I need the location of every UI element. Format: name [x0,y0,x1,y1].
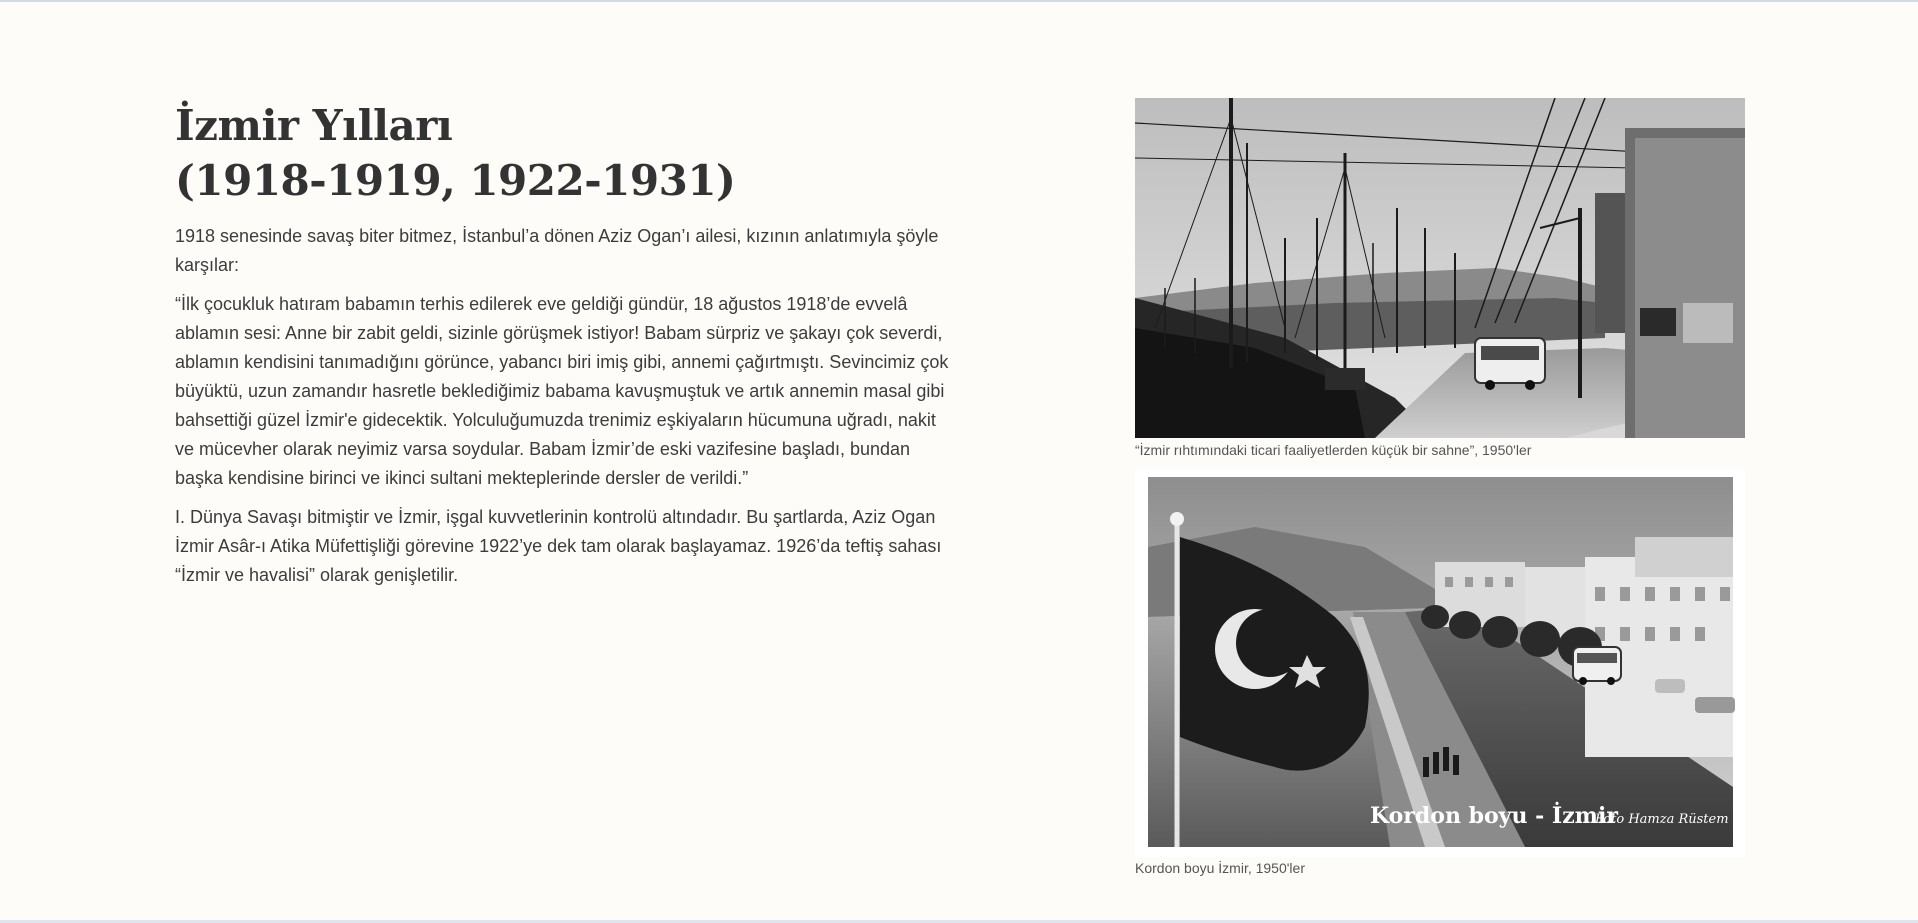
harbor-photo [1135,98,1745,438]
top-divider [0,0,1918,2]
title-line-1: İzmir Yılları [175,101,453,150]
page-title [175,98,950,208]
article [175,98,950,600]
postcard-overlay-text: Kordon boyu - İzmir [1370,803,1618,829]
kordon-photo-caption: Kordon boyu İzmir, 1950'ler [1135,860,1305,876]
postcard-signature: Foto Hamza Rüstem [1595,812,1729,827]
quote-paragraph: “İlk çocukluk hatıram babamın terhis edilerek eve geldiği gündür, 18 ağustos 1918’de evvelâ ablamın sesi: Anne bir zabit geldi, sizinle görüşmek istiyor! Babam sürpriz ve şakayı çok severdi, ablamın kendisini tanımadığını görünce, yabancı biri imiş gibi, annemi çağırtmıştı. Sevincimiz çok büyüktü, uzun zamandır hasretle beklediğimiz babama kavuşmuştuk ve artık annemin masal gibi bahsettiği güzel İzmir'e gidecektik. Yolculuğumuzda trenimiz eşkiyaların hücumuna uğradı, nakit ve mücevher olarak neyimiz varsa soydular. Babam İzmir’de eski vazifesine başladı, bundan başka kendisine birinci ve ikinci sultani mekteplerinde dersler de verildi.” [175,294,949,488]
harbor-photo-image [1135,98,1745,438]
intro-paragraph: 1918 senesinde savaş biter bitmez, İstanbul’a dönen Aziz Ogan’ı ailesi, kızının anlatımıyla şöyle karşılar: [175,226,939,275]
title-line-2: (1918-1919, 1922-1931) [175,156,736,205]
kordon-photo [1135,467,1745,857]
closing-paragraph: I. Dünya Savaşı bitmiştir ve İzmir, işgal kuvvetlerinin kontrolü altındadır. Bu şartlarda, Aziz Ogan İzmir Asâr-ı Atika Müfettişliği görevine 1922’ye dek tam olarak başlayamaz. 1926’da teftiş sahası “İzmir ve havalisi” olarak genişletilir. [175,507,942,585]
kordon-photo-image [1135,467,1745,857]
harbor-photo-caption: “İzmir rıhtımındaki ticari faaliyetlerden küçük bir sahne”, 1950'ler [1135,442,1532,458]
